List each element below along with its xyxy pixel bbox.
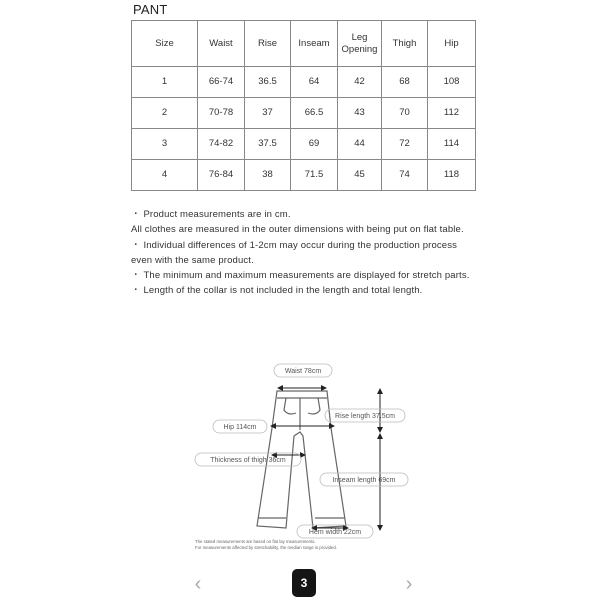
- header-thigh: Thigh: [382, 21, 428, 67]
- footnote-line: The stated measurements are based on flat lay measurements.: [195, 539, 316, 544]
- thigh-label: Thickness of thigh 36cm: [210, 457, 286, 464]
- cell-thigh: 68: [382, 67, 428, 98]
- hip-label: Hip 114cm: [223, 424, 257, 431]
- cell-inseam: 66.5: [291, 98, 338, 129]
- cell-inseam: 71.5: [291, 160, 338, 191]
- waist-label: Waist 78cm: [284, 368, 322, 375]
- hem-label: Hem width 22cm: [308, 529, 362, 536]
- cell-leg-opening: 43: [338, 98, 382, 129]
- cell-rise: 37: [245, 98, 291, 129]
- note-line: ・ Length of the collar is not included in the length and total length.: [131, 285, 423, 297]
- cell-inseam: 69: [291, 129, 338, 160]
- cell-hip: 118: [428, 160, 476, 191]
- inseam-label: Inseam length 69cm: [332, 477, 396, 484]
- table-header-row: [132, 21, 476, 67]
- cell-rise: 38: [245, 160, 291, 191]
- header-size: Size: [132, 21, 198, 67]
- cell-hip: 108: [428, 67, 476, 98]
- page-number-badge: 3: [292, 569, 316, 597]
- header-hip: Hip: [428, 21, 476, 67]
- cell-thigh: 74: [382, 160, 428, 191]
- header-rise: Rise: [245, 21, 291, 67]
- cell-leg-opening: 44: [338, 129, 382, 160]
- table-row: [132, 67, 476, 98]
- cell-thigh: 70: [382, 98, 428, 129]
- page-title: PANT: [133, 2, 168, 17]
- rise-label: Rise length 37.5cm: [335, 413, 395, 420]
- diagram-footnote: [195, 539, 395, 551]
- header-leg-opening: Leg Opening: [338, 21, 382, 67]
- note-line: ・ Product measurements are in cm.: [131, 209, 291, 220]
- cell-size: 1: [132, 67, 198, 98]
- measurement-notes: [131, 207, 476, 299]
- cell-waist: 76-84: [198, 160, 245, 191]
- note-line: ・ Individual differences of 1-2cm may occur during the production process even with the same product.: [131, 239, 458, 266]
- size-chart-table: [131, 20, 476, 191]
- cell-inseam: 64: [291, 67, 338, 98]
- cell-size: 2: [132, 98, 198, 129]
- cell-rise: 37.5: [245, 129, 291, 160]
- cell-thigh: 72: [382, 129, 428, 160]
- cell-hip: 114: [428, 129, 476, 160]
- note-line: All clothes are measured in the outer dimensions with being put on flat table.: [131, 224, 464, 236]
- cell-hip: 112: [428, 98, 476, 129]
- pants-measurement-diagram: [180, 358, 430, 558]
- header-inseam: Inseam: [291, 21, 338, 67]
- cell-rise: 36.5: [245, 67, 291, 98]
- cell-waist: 66-74: [198, 67, 245, 98]
- cell-waist: 74-82: [198, 129, 245, 160]
- note-line: ・ The minimum and maximum measurements are displayed for stretch parts.: [131, 270, 470, 282]
- table-row: [132, 98, 476, 129]
- chevron-left-icon[interactable]: ‹: [194, 573, 202, 595]
- table-row: [132, 129, 476, 160]
- cell-size: 3: [132, 129, 198, 160]
- cell-waist: 70-78: [198, 98, 245, 129]
- cell-leg-opening: 45: [338, 160, 382, 191]
- header-waist: Waist: [198, 21, 245, 67]
- chevron-right-icon[interactable]: ›: [405, 573, 413, 595]
- table-row: [132, 160, 476, 191]
- footnote-line: For measurements affected by stretchability, the median range is provided.: [195, 545, 337, 550]
- cell-leg-opening: 42: [338, 67, 382, 98]
- cell-size: 4: [132, 160, 198, 191]
